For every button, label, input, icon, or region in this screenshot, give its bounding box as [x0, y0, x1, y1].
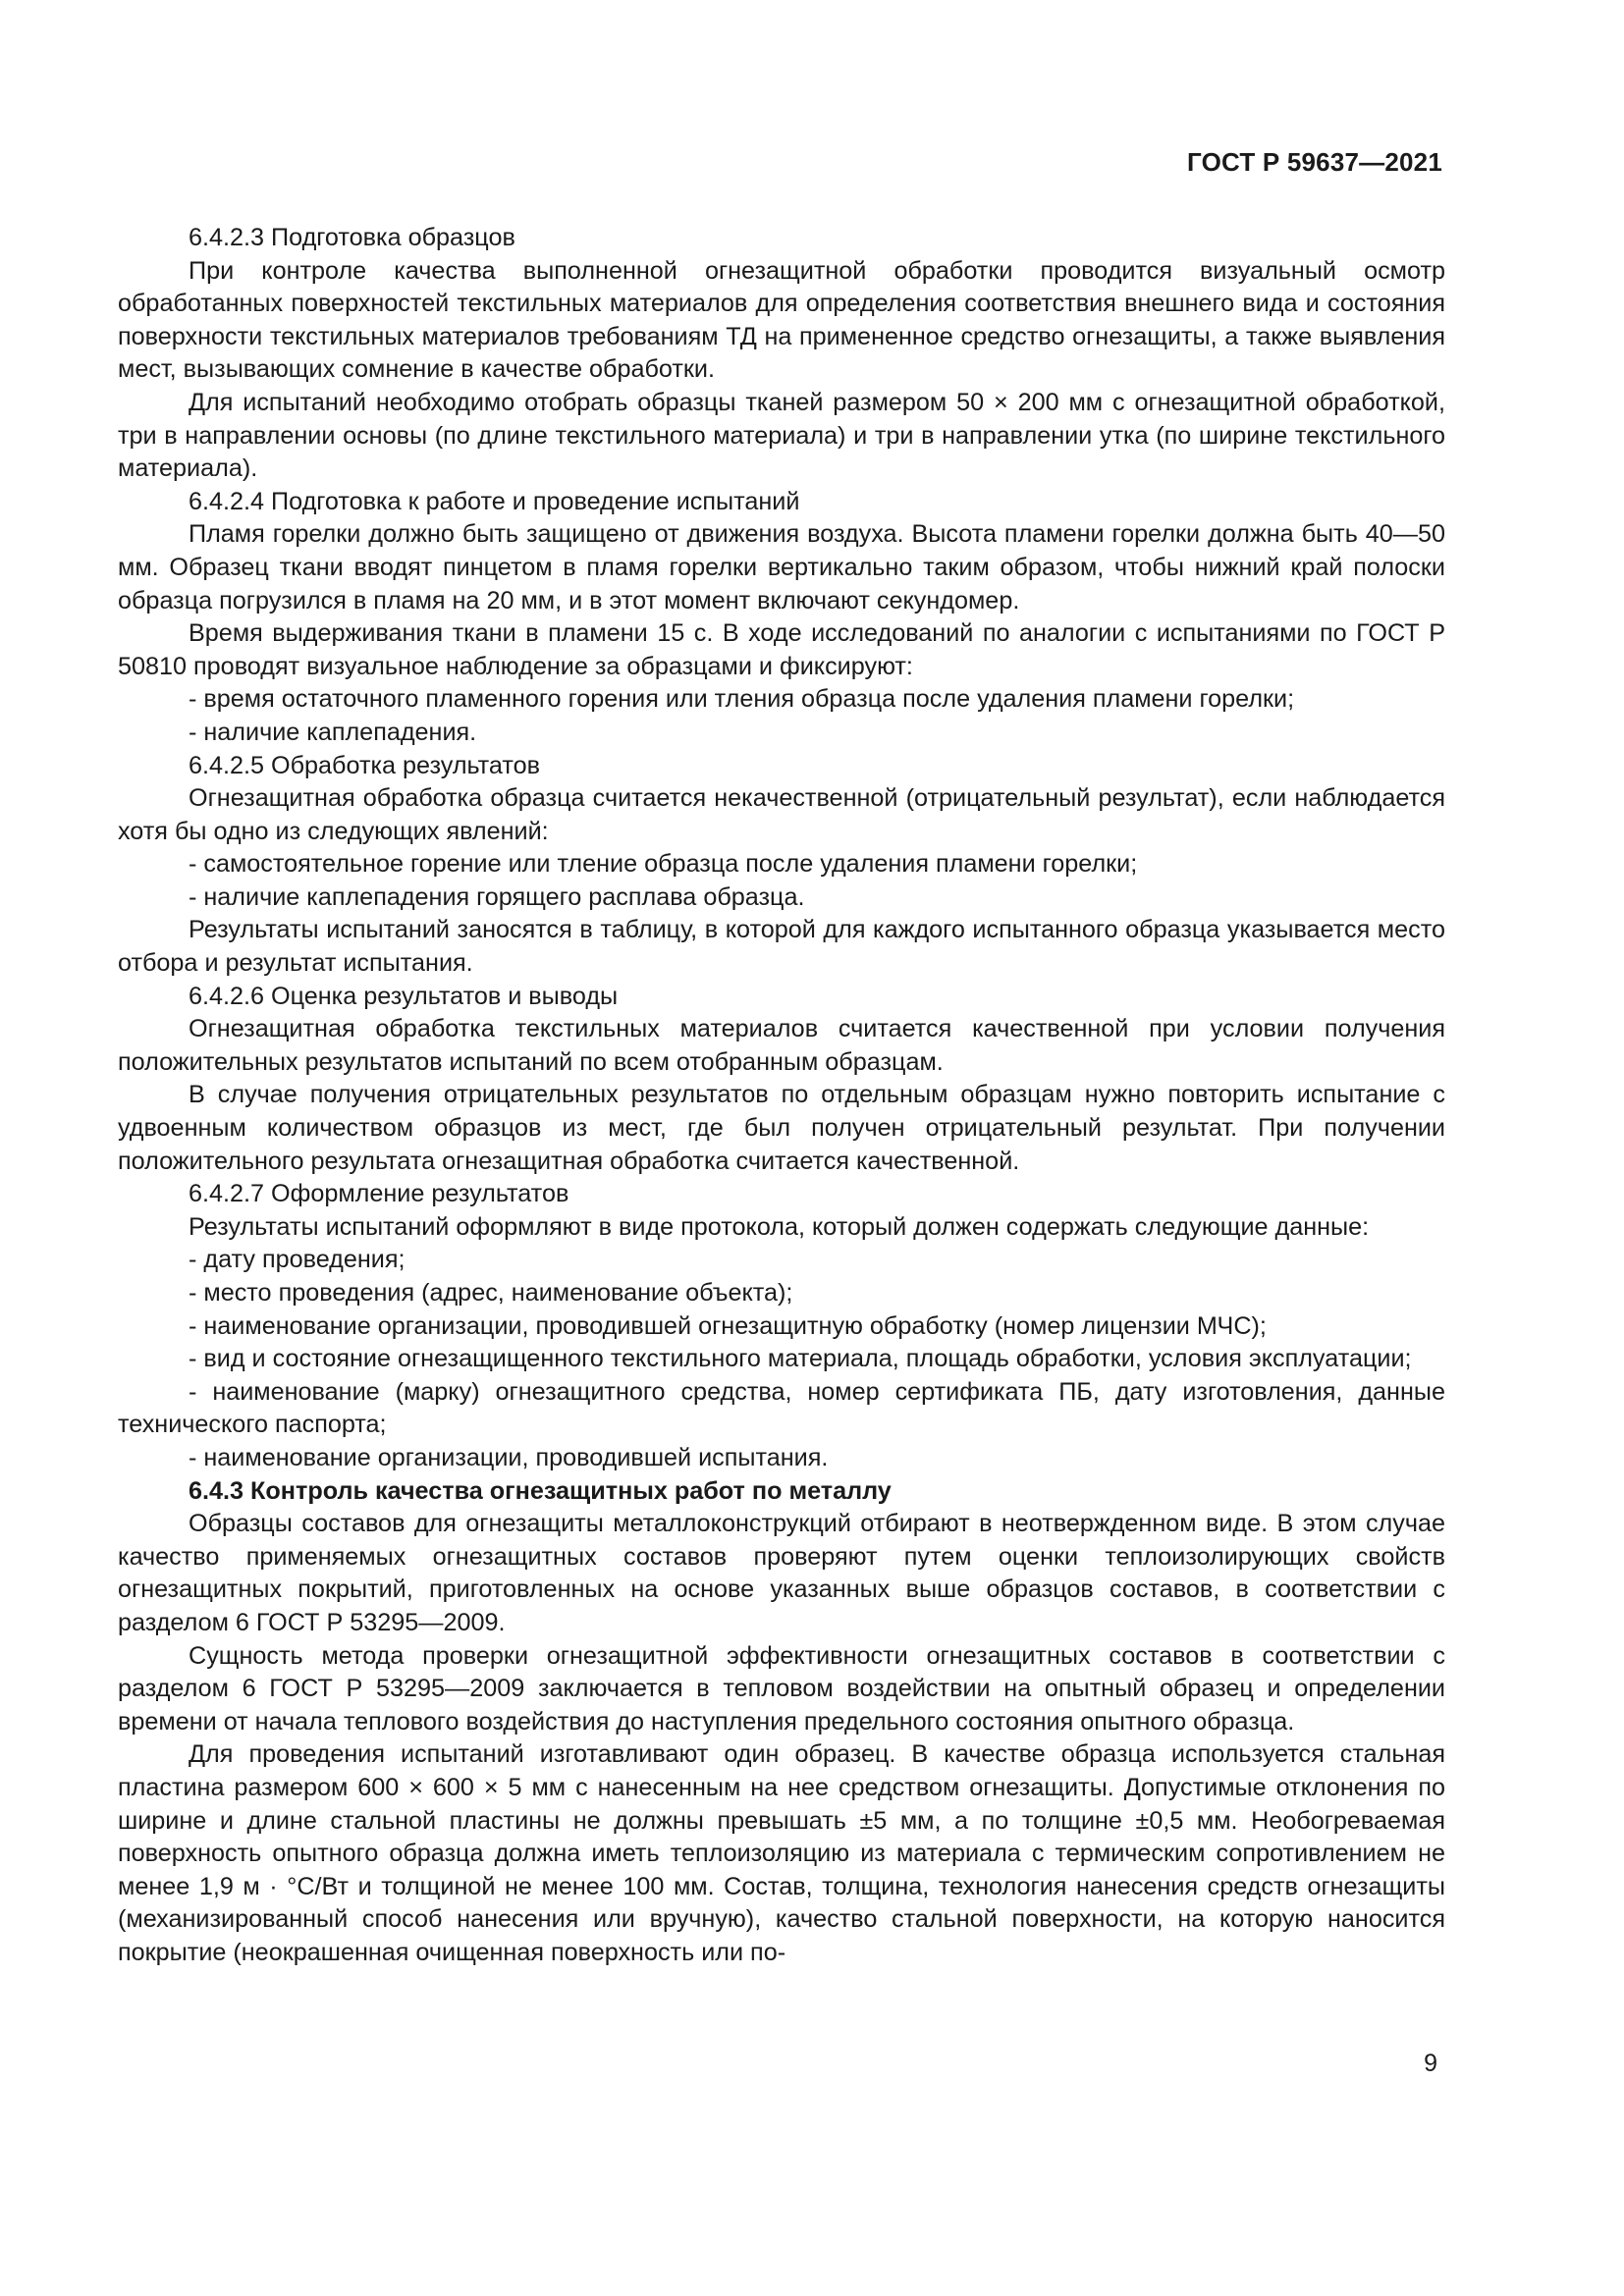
paragraph: 6.4.2.3 Подготовка образцов — [189, 224, 515, 251]
paragraph: - самостоятельное горение или тление образца после удаления пламени горелки; — [189, 850, 1138, 879]
paragraph: Пламя горелки должно быть защищено от движения воздуха. Высота пламени горелки должна быть 40—50 мм. Образец ткани вводят пинцетом в пламя горелки вертикально таким образом, чтобы нижний край полоски образца погрузился в пламя на 20 мм, и в этот момент включают секундомер. — [118, 520, 1445, 614]
paragraph: - место проведения (адрес, наименование объекта); — [189, 1279, 793, 1307]
paragraph: Огнезащитная обработка образца считается некачественной (отрицательный результат), если наблюдается хотя бы одно из следующих явлений: — [118, 784, 1445, 845]
document-body — [118, 222, 1445, 1969]
page-number: 9 — [1424, 2050, 1437, 2077]
paragraph: Сущность метода проверки огнезащитной эффективности огнезащитных составов в соответствии с разделом 6 ГОСТ Р 53295—2009 заключается в тепловом воздействии на опытный образец и определении времени от начала теплового воздействия до наступления предельного состояния опытного образца. — [118, 1641, 1445, 1735]
document-header: ГОСТ Р 59637—2021 — [1187, 147, 1442, 177]
paragraph: Огнезащитная обработка текстильных материалов считается качественной при условии получения положительных результатов испытаний по всем отобранным образцам. — [118, 1015, 1445, 1076]
paragraph: - наименование организации, проводившей огнезащитную обработку (номер лицензии МЧС); — [189, 1311, 1267, 1340]
paragraph: Результаты испытаний оформляют в виде протокола, который должен содержать следующие данные: — [189, 1212, 1370, 1241]
paragraph: - наличие каплепадения горящего расплава образца. — [189, 882, 805, 911]
paragraph: 6.4.2.5 Обработка результатов — [189, 751, 541, 779]
paragraph: 6.4.3 Контроль качества огнезащитных работ по металлу — [189, 1476, 892, 1505]
paragraph: - дату проведения; — [189, 1246, 406, 1274]
paragraph: При контроле качества выполненной огнезащитной обработки проводится визуальный осмотр обработанных поверхностей текстильных материалов для определения соответствия внешнего вида и состояния поверхности текстильных материалов требованиям ТД на примененное средство огнезащиты, а также выявления мест, вызывающих сомнение в качестве обработки. — [118, 256, 1445, 384]
paragraph: - время остаточного пламенного горения или тления образца после удаления пламени горелки; — [189, 685, 1295, 714]
paragraph: - вид и состояние огнезащищенного текстильного материала, площадь обработки, условия эксплуатации; — [189, 1345, 1412, 1373]
paragraph: Для проведения испытаний изготавливают один образец. В качестве образца используется стальная пластина размером 600 × 600 × 5 мм с нанесенным на нее средством огнезащиты. Допустимые отклонения по ширине и длине стальной пластины не должны превышать ±5 мм, а по толщине ±0,5 мм. Необогреваемая поверхность опытного образца должна иметь теплоизоляцию из материала с термическим сопротивлением не менее 1,9 м · °С/Вт и толщиной не менее 100 мм. Состав, толщина, технология нанесения средств огнезащиты (механизированный способ нанесения или вручную), качество стальной поверхности, на которую наносится покрытие (неокрашенная очищенная поверхность или по- — [118, 1740, 1445, 1966]
paragraph: - наличие каплепадения. — [189, 718, 477, 746]
paragraph: Для испытаний необходимо отобрать образцы тканей размером 50 × 200 мм с огнезащитной обработкой, три в направлении основы (по длине текстильного материала) и три в направлении утка (по ширине текстильного материала). — [118, 388, 1445, 483]
paragraph: В случае получения отрицательных результатов по отдельным образцам нужно повторить испытание с удвоенным количеством образцов из мест, где был получен отрицательный результат. При получении положительного результата огнезащитная обработка считается качественной. — [118, 1081, 1445, 1175]
paragraph: - наименование организации, проводившей испытания. — [189, 1443, 829, 1471]
paragraph: - наименование (марку) огнезащитного средства, номер сертификата ПБ, дату изготовления, данные технического паспорта; — [118, 1377, 1445, 1439]
paragraph: 6.4.2.7 Оформление результатов — [189, 1180, 569, 1208]
paragraph: Результаты испытаний заносятся в таблицу, в которой для каждого испытанного образца указывается место отбора и результат испытания. — [118, 916, 1445, 978]
paragraph: Время выдерживания ткани в пламени 15 с. В ходе исследований по аналогии с испытаниями по ГОСТ Р 50810 проводят визуальное наблюдение за образцами и фиксируют: — [118, 619, 1445, 680]
paragraph: 6.4.2.4 Подготовка к работе и проведение испытаний — [189, 487, 800, 515]
paragraph: Образцы составов для огнезащиты металлоконструкций отбирают в неотвержденном виде. В этом случае качество применяемых огнезащитных составов проверяют путем оценки теплоизолирующих свойств огнезащитных покрытий, приготовленных на основе указанных выше образцов составов, в соответствии с разделом 6 ГОСТ Р 53295—2009. — [118, 1510, 1445, 1636]
paragraph: 6.4.2.6 Оценка результатов и выводы — [189, 982, 619, 1010]
